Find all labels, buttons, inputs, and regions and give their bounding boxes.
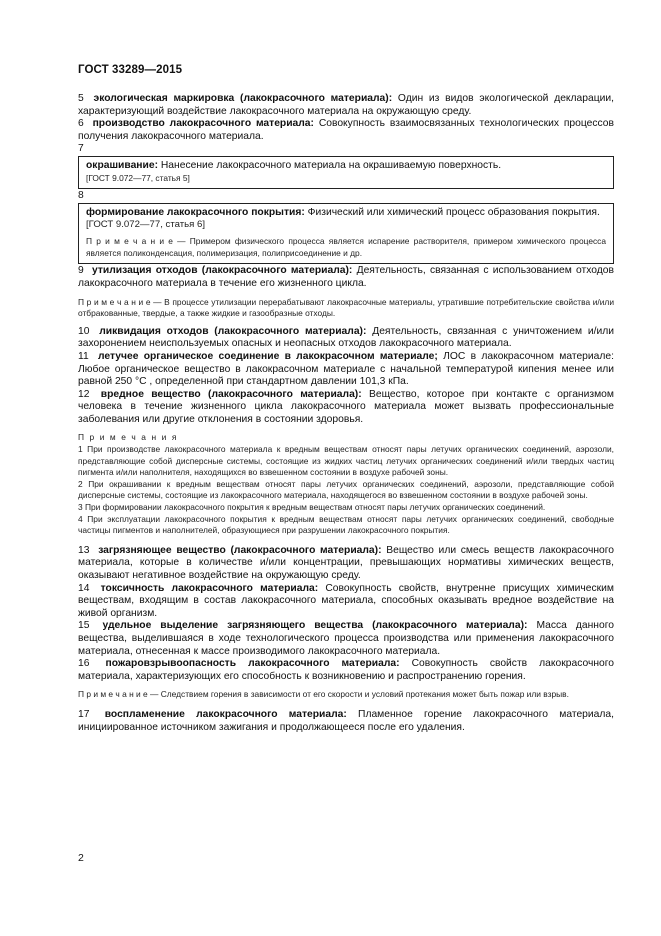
note-item-4: 4 При эксплуатации лакокрасочного покрытия к вредным веществам относят пары летучих органических соединений, свободные частицы пигментов и наполнителей, образующиеся при разрушении лакокрасочного покрытия. (78, 513, 614, 536)
term-number: 13 (78, 544, 90, 556)
term-7-box (78, 156, 614, 189)
term-definition: Один из видов экологической декларации, характеризующий воздействие лакокрасочного материала на окружающую среду. (78, 93, 614, 117)
term-definition: ЛОС в лакокрасочном материале: Любое органическое вещество в лакокрасочном материале с начальной температурой кипения менее или равной 250 °С , определенной при стандартном давлении 101,3 кПа. (78, 350, 614, 388)
term-number: 5 (78, 93, 84, 104)
term-number: 11 (78, 350, 89, 362)
term-name: пожаровзрывоопасность лакокрасочного материала: (105, 658, 400, 670)
term-name: ликвидация отходов (лакокрасочного материала): (99, 325, 367, 337)
term-number: 9 (78, 265, 84, 277)
term-15 (78, 620, 614, 658)
term-name: удельное выделение загрязняющего вещества (лакокрасочного материала): (102, 620, 528, 632)
term-8-reference: [ГОСТ 9.072—77, статья 6] (86, 219, 205, 231)
note-text: Следствием горения в зависимости от его скорости и условий протекания может быть пожар или взрыв. (160, 689, 569, 700)
term-6 (78, 118, 614, 143)
note-item-2: 2 При окрашивании к вредным веществам относят пары летучих органических соединений, аэрозоли, представляющие собой дисперсные системы, состоящие из лакокрасочного материала, находящегося во взвешенном состоянии в воздухе рабочей зоны. (78, 478, 614, 501)
term-name: производство лакокрасочного материала: (92, 118, 314, 130)
term-7-reference: [ГОСТ 9.072—77, статья 5] (86, 172, 190, 183)
note-label: П р и м е ч а н и е — (78, 689, 159, 700)
term-5 (78, 93, 614, 118)
term-name: окрашивание: (86, 160, 158, 172)
note-label: П р и м е ч а н и е — (86, 236, 186, 247)
note-text: В процессе утилизации перерабатывают лакокрасочные материалы, утратившие потребительские свойства и/или отбракованные, твердые, а также жидкие и газообразные отходы. (78, 296, 614, 319)
term-8-note (86, 236, 606, 259)
term-definition: Нанесение лакокрасочного материала на окрашиваемую поверхность. (160, 160, 502, 172)
term-number: 6 (78, 118, 84, 130)
term-12 (78, 389, 614, 427)
term-definition: Совокупность взаимосвязанных технологических процессов получения лакокрасочного материала. (78, 118, 614, 142)
term-name: токсичность лакокрасочного материала: (100, 582, 319, 594)
term-definition: Деятельность, связанная с уничтожением и/или захоронением неиспользуемых опасных и неопасных отходов лакокрасочного материала. (78, 325, 614, 350)
term-number: 17 (78, 708, 90, 720)
term-number: 12 (78, 388, 90, 400)
term-name: загрязняющее вещество (лакокрасочного материала): (98, 544, 382, 556)
term-13 (78, 545, 614, 583)
term-7-number: 7 (78, 143, 84, 155)
term-name: формирование лакокрасочного покрытия: (86, 206, 305, 218)
term-8-number: 8 (78, 189, 84, 201)
term-definition: Деятельность, связанная с использованием отходов лакокрасочного материала в течение его жизненного цикла. (78, 265, 614, 289)
terms-content (78, 93, 614, 734)
term-8-box (78, 203, 614, 265)
term-number: 10 (78, 325, 90, 337)
term-definition: Вещество или смесь веществ лакокрасочного материала, которые в количестве и/или концентрации, превышающих нормативы химических веществ, оказывают негативное воздействие на окружающую среду. (78, 544, 614, 581)
term-definition: Физический или химический процесс образования покрытия. (307, 206, 600, 218)
term-17 (78, 709, 614, 734)
term-definition: Вещество, которое при контакте с организмом человека в течение жизненного цикла лакокрасочного материала может вызвать профессиональные заболевания или другие отклонения в состоянии здоровья. (78, 388, 614, 425)
term-name: экологическая маркировка (лакокрасочного материала): (93, 93, 393, 104)
term-name: воспламенение лакокрасочного материала: (104, 708, 347, 720)
note-item-1: 1 При производстве лакокрасочного материала к вредным веществам относят пары летучих органических соединений, аэрозоли, представляющие собой дисперсные системы, состоящие из жидких частиц летучих органических соединений и/или твердых частиц пигмента и/или наполнителя, находящихся во взвешенном состоянии в воздухе рабочей зоны. (78, 444, 614, 478)
term-name: вредное вещество (лакокрасочного материала): (100, 388, 362, 400)
term-14 (78, 583, 614, 621)
term-name: летучее органическое соединение в лакокрасочном материале; (97, 350, 438, 362)
term-name: утилизация отходов (лакокрасочного материала): (91, 265, 353, 277)
note-text: Примером физического процесса является испарение растворителя, примером химического процесса является поликонденсация, полимеризация, полиприсоединение и др. (86, 236, 607, 258)
term-11 (78, 351, 614, 389)
term-definition: Совокупность свойств, внутренне присущих химическим веществам, входящим в состав лакокрасочного материала, способных оказывать вредное воздействие на живой организм. (78, 582, 614, 619)
term-definition: Совокупность свойств лакокрасочного материала, характеризующих его способность к возникновению и распространению горения. (78, 658, 614, 682)
term-9 (78, 265, 614, 290)
term-definition: Масса данного вещества, выделившаяся в ходе технологического процесса производства или применения лакокрасочного материала, отнесенная к массе производимого лакокрасочного материала. (78, 620, 614, 657)
term-7 (86, 160, 606, 173)
term-number: 15 (78, 620, 90, 632)
document-header: ГОСТ 33289—2015 (78, 64, 183, 76)
note-label: П р и м е ч а н и е — (78, 296, 162, 307)
page-number: 2 (78, 852, 84, 864)
term-16 (78, 658, 614, 683)
term-10 (78, 326, 614, 351)
term-number: 14 (78, 582, 90, 594)
note-item-3: 3 При формировании лакокрасочного покрытия к вредным веществам относят пары летучих органических соединений. (78, 502, 546, 513)
notes-title: П р и м е ч а н и я (78, 432, 178, 443)
term-number: 16 (78, 658, 90, 670)
term-8 (86, 207, 606, 220)
term-definition: Пламенное горение лакокрасочного материала, инициированное источником зажигания и продолжающееся после его удаления. (78, 708, 614, 733)
term-16-note (78, 689, 614, 701)
term-9-note (78, 297, 614, 320)
